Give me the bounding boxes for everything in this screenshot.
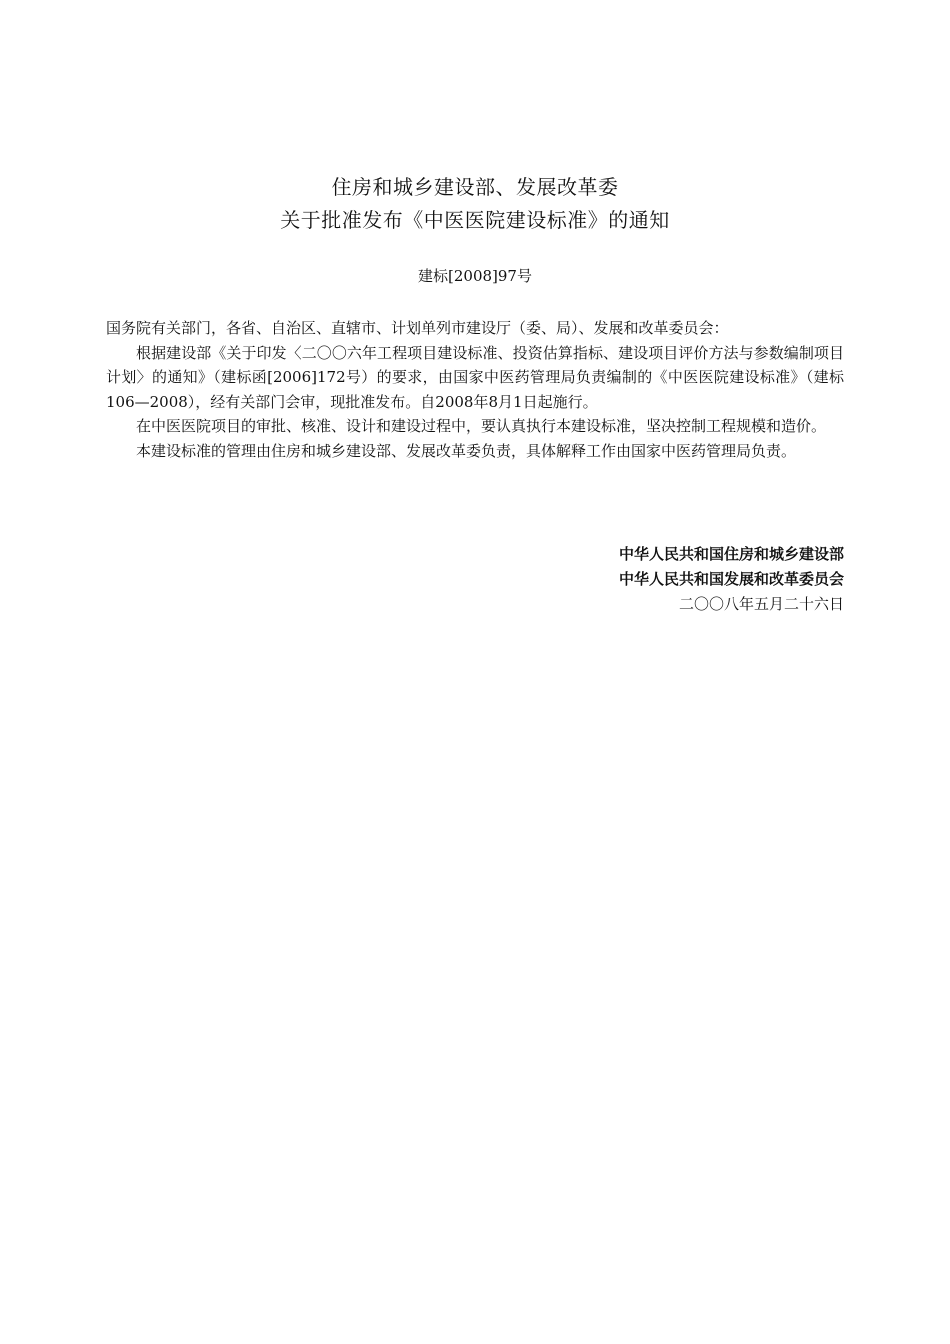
document-number: 建标[2008]97号 bbox=[418, 267, 532, 285]
signature-ndrc: 中华人民共和国发展和改革委员会 bbox=[618, 570, 844, 588]
notice-body bbox=[106, 316, 844, 463]
signature-ministry-housing: 中华人民共和国住房和城乡建设部 bbox=[618, 545, 844, 563]
issue-date: 二〇〇八年五月二十六日 bbox=[678, 595, 844, 613]
body-paragraph: 根据建设部《关于印发〈二〇〇六年工程项目建设标准、投资估算指标、建设项目评价方法与参数编制项目计划〉的通知》（建标函[2006]172号）的要求，由国家中医药管理局负责编制的《中医医院建设标准》（建标106—2008），经有关部门会审，现批准发布。自2008年8月1日起施行。 bbox=[106, 343, 844, 411]
salutation: 国务院有关部门，各省、自治区、直辖市、计划单列市建设厅（委、局）、发展和改革委员会： bbox=[106, 319, 729, 337]
notice-title-line-2: 关于批准发布《中医医院建设标准》的通知 bbox=[280, 208, 670, 232]
notice-title-line-1: 住房和城乡建设部、发展改革委 bbox=[331, 175, 619, 199]
body-paragraph: 本建设标准的管理由住房和城乡建设部、发展改革委负责，具体解释工作由国家中医药管理局负责。 bbox=[136, 441, 797, 460]
body-paragraph: 在中医医院项目的审批、核准、设计和建设过程中，要认真执行本建设标准，坚决控制工程规模和造价。 bbox=[136, 417, 827, 435]
